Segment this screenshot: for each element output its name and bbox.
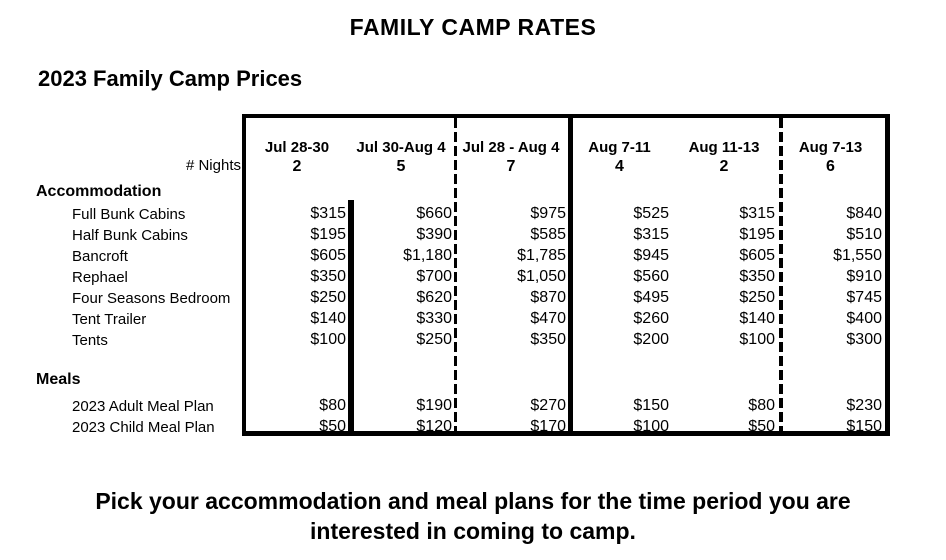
- footer-note-line-2: interested in coming to camp.: [310, 518, 636, 544]
- column-date-header: Jul 28-30: [264, 139, 330, 156]
- price-cell: $700: [416, 268, 452, 285]
- price-cell: $840: [846, 205, 882, 222]
- price-cell: $80: [748, 397, 775, 414]
- price-cell: $300: [846, 331, 882, 348]
- column-nights: 6: [826, 158, 835, 175]
- price-cell: $150: [846, 418, 882, 435]
- price-cell: $140: [310, 310, 346, 327]
- price-row-tents: [246, 330, 884, 349]
- row-label-half-bunk-cabins: Half Bunk Cabins: [72, 227, 188, 244]
- price-cell: $260: [633, 310, 669, 327]
- price-cell: $250: [310, 289, 346, 306]
- row-label-child-meal-plan: 2023 Child Meal Plan: [72, 419, 215, 436]
- row-label-four-seasons-bedroom: Four Seasons Bedroom: [72, 290, 231, 307]
- price-cell: $495: [633, 289, 669, 306]
- price-cell: $605: [739, 247, 775, 264]
- price-cell: $50: [748, 418, 775, 435]
- price-cell: $745: [846, 289, 882, 306]
- price-cell: $945: [633, 247, 669, 264]
- page-title: FAMILY CAMP RATES: [349, 14, 597, 40]
- nights-header-row: [246, 157, 884, 176]
- price-cell: $1,050: [517, 268, 566, 285]
- doc-heading: 2023 Family Camp Prices: [38, 66, 303, 91]
- price-cell: $605: [310, 247, 346, 264]
- price-row-adult-meal-plan: [246, 396, 884, 415]
- column-date-header: Aug 7-11: [588, 139, 651, 156]
- price-cell: $1,180: [403, 247, 452, 264]
- price-cell: $330: [416, 310, 452, 327]
- column-nights: 2: [719, 158, 729, 175]
- nights-label: # Nights: [185, 157, 241, 174]
- column-nights: 4: [615, 158, 624, 175]
- price-cell: $170: [530, 418, 566, 435]
- price-cell: $190: [416, 397, 452, 414]
- price-cell: $195: [310, 226, 346, 243]
- price-row-child-meal-plan: [246, 417, 884, 436]
- price-cell: $250: [739, 289, 775, 306]
- row-label-bancroft: Bancroft: [72, 248, 128, 265]
- price-row-tent-trailer: [246, 309, 884, 328]
- price-cell: $1,785: [517, 247, 566, 264]
- price-cell: $100: [633, 418, 669, 435]
- price-cell: $200: [633, 331, 669, 348]
- price-row-bancroft: [246, 246, 884, 265]
- price-cell: $910: [846, 268, 882, 285]
- price-cell: $390: [416, 226, 452, 243]
- price-cell: $120: [416, 418, 452, 435]
- price-row-rephael: [246, 267, 884, 286]
- price-cell: $50: [319, 418, 346, 435]
- price-cell: $400: [846, 310, 882, 327]
- column-nights: 7: [506, 158, 516, 175]
- column-nights: 5: [396, 158, 406, 175]
- price-cell: $510: [846, 226, 882, 243]
- row-label-tents: Tents: [72, 332, 108, 349]
- price-cell: $1,550: [833, 247, 882, 264]
- price-cell: $195: [739, 226, 775, 243]
- price-cell: $525: [633, 205, 669, 222]
- column-date-header: Jul 28 - Aug 4: [462, 139, 560, 156]
- price-cell: $350: [530, 331, 566, 348]
- price-cell: $315: [310, 205, 346, 222]
- column-nights: 2: [292, 158, 302, 175]
- row-label-adult-meal-plan: 2023 Adult Meal Plan: [72, 398, 214, 415]
- price-cell: $315: [633, 226, 669, 243]
- row-label-full-bunk-cabins: Full Bunk Cabins: [72, 206, 186, 223]
- column-date-header: Jul 30-Aug 4: [356, 139, 446, 156]
- price-cell: $470: [530, 310, 566, 327]
- price-cell: $350: [739, 268, 775, 285]
- column-date-header: Aug 11-13: [688, 139, 760, 156]
- price-cell: $80: [319, 397, 346, 414]
- price-cell: $620: [416, 289, 452, 306]
- price-cell: $315: [739, 205, 775, 222]
- row-label-tent-trailer: Tent Trailer: [72, 311, 147, 328]
- price-cell: $660: [416, 205, 452, 222]
- price-row-four-seasons-bedroom: [246, 288, 884, 307]
- section-heading-accommodation: Accommodation: [36, 183, 162, 200]
- price-cell: $870: [530, 289, 566, 306]
- column-date-header: Aug 7-13: [798, 139, 863, 156]
- price-cell: $140: [739, 310, 775, 327]
- price-cell: $975: [530, 205, 566, 222]
- price-cell: $100: [739, 331, 775, 348]
- row-label-rephael: Rephael: [72, 269, 128, 286]
- price-cell: $100: [310, 331, 346, 348]
- price-cell: $560: [633, 268, 669, 285]
- date-header-row: [246, 138, 884, 157]
- price-cell: $250: [416, 331, 452, 348]
- price-cell: $585: [530, 226, 566, 243]
- section-heading-meals: Meals: [36, 371, 81, 388]
- price-row-full-bunk-cabins: [246, 204, 884, 223]
- price-cell: $150: [633, 397, 669, 414]
- price-cell: $230: [846, 397, 882, 414]
- price-cell: $350: [310, 268, 346, 285]
- footer-note-line-1: Pick your accommodation and meal plans for the time period you are: [95, 488, 851, 514]
- price-cell: $270: [530, 397, 566, 414]
- price-row-half-bunk-cabins: [246, 225, 884, 244]
